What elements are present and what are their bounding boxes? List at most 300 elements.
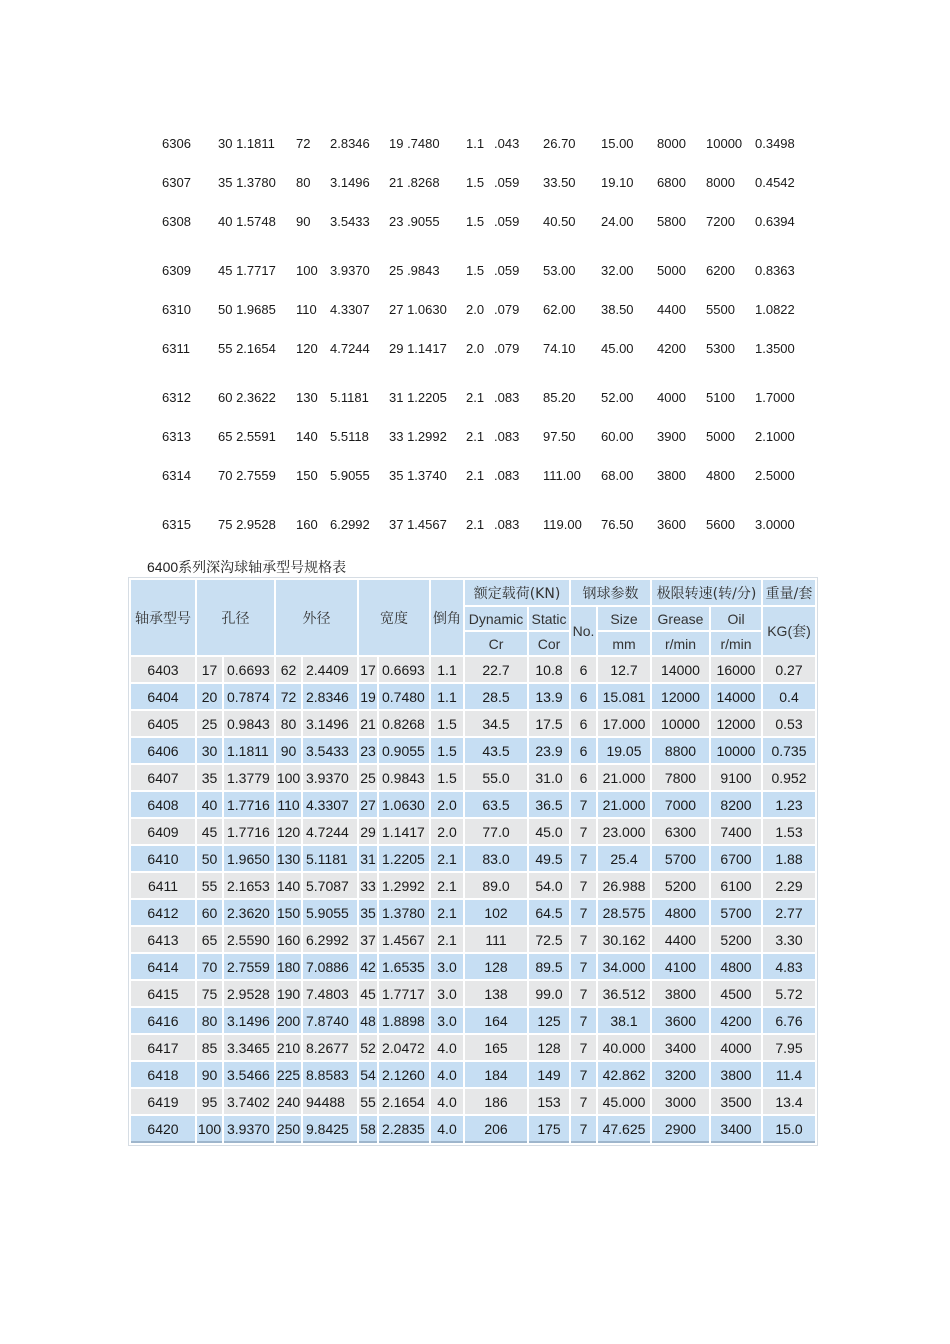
- spec-value: 2.1: [466, 390, 485, 405]
- spec-value: 5000: [657, 263, 686, 278]
- spec-value: 55 2.1654: [218, 341, 276, 356]
- table-cell: 37: [359, 927, 377, 952]
- table-cell: 54.0: [529, 873, 569, 898]
- table-cell: 45: [359, 981, 377, 1006]
- table-cell: 2.1654: [379, 1089, 429, 1114]
- spec-value: 30 1.1811: [218, 136, 275, 151]
- table-cell: 1.5: [431, 711, 463, 736]
- spec-value: 29 1.1417: [389, 341, 447, 356]
- spec-value: 23 .9055: [389, 214, 440, 229]
- caption-title: 系列深沟球轴承型号规格表: [178, 561, 347, 576]
- bearing-model-cell: 6418: [131, 1062, 195, 1087]
- spec-value: 8000: [706, 175, 735, 190]
- spec-value: 150: [296, 468, 318, 483]
- table-cell: 0.4: [763, 684, 815, 709]
- table-cell: 20: [197, 684, 222, 709]
- spec-value: 100: [296, 263, 318, 278]
- bearing-model-cell: 6405: [131, 711, 195, 736]
- table-cell: 55: [197, 873, 222, 898]
- table-cell: 21.000: [598, 765, 650, 790]
- table-cell: 4.0: [431, 1116, 463, 1143]
- table-cell: 1.4567: [379, 927, 429, 952]
- table-cell: 34.000: [598, 954, 650, 979]
- table-cell: 25: [197, 711, 222, 736]
- table-cell: 6: [571, 711, 596, 736]
- table-cell: 58: [359, 1116, 377, 1143]
- table-cell: 1.5: [431, 765, 463, 790]
- table-cell: 94488: [303, 1089, 357, 1114]
- table-cell: 6.2992: [303, 927, 357, 952]
- table-cell: 111: [465, 927, 527, 952]
- table-cell: 2.1: [431, 900, 463, 925]
- table-cell: 3000: [652, 1089, 709, 1114]
- spec-value: 4400: [657, 302, 686, 317]
- table-cell: 2.0: [431, 792, 463, 817]
- spec-value: 33.50: [543, 175, 576, 190]
- spec-value: 45 1.7717: [218, 263, 276, 278]
- table-cell: 14000: [711, 684, 761, 709]
- spec-value: 3.0000: [755, 517, 795, 532]
- header-kg: KG(套): [763, 607, 815, 655]
- table-cell: 1.3779: [224, 765, 274, 790]
- bearing-model: 6312: [162, 390, 191, 405]
- table-cell: 17: [359, 657, 377, 682]
- spec-value: 7200: [706, 214, 735, 229]
- table-cell: 7: [571, 954, 596, 979]
- table-cell: 2.3620: [224, 900, 274, 925]
- spec-value: 5.9055: [330, 468, 370, 483]
- table-cell: 3.1496: [303, 711, 357, 736]
- spec-value: 60.00: [601, 429, 634, 444]
- table-cell: 7: [571, 981, 596, 1006]
- table-row: [131, 846, 815, 871]
- table-cell: 1.88: [763, 846, 815, 871]
- spec-value: 97.50: [543, 429, 576, 444]
- plain-row: [0, 429, 950, 449]
- table-cell: 2.1: [431, 927, 463, 952]
- table-cell: 110: [276, 792, 301, 817]
- table-cell: 1.2205: [379, 846, 429, 871]
- table-cell: 5.72: [763, 981, 815, 1006]
- spec-value: 2.1: [466, 429, 485, 444]
- table-cell: 0.7480: [379, 684, 429, 709]
- spec-value: 80: [296, 175, 311, 190]
- table-cell: 250: [276, 1116, 301, 1143]
- header-dynamic: Dynamic: [465, 607, 527, 630]
- table-cell: 1.8898: [379, 1008, 429, 1033]
- header-grease: Grease: [652, 607, 709, 630]
- table-cell: 31.0: [529, 765, 569, 790]
- table-cell: 2.1653: [224, 873, 274, 898]
- table-cell: 72: [276, 684, 301, 709]
- spec-value: 75 2.9528: [218, 517, 276, 532]
- table-row: [131, 711, 815, 736]
- table-cell: 0.735: [763, 738, 815, 763]
- table-cell: 0.6693: [224, 657, 274, 682]
- table-cell: 128: [529, 1035, 569, 1060]
- spec-value: 3800: [657, 468, 686, 483]
- table-row: [131, 1089, 815, 1114]
- table-cell: 7: [571, 1089, 596, 1114]
- table-cell: 40.000: [598, 1035, 650, 1060]
- table-cell: 1.9650: [224, 846, 274, 871]
- table-cell: 1.23: [763, 792, 815, 817]
- table-cell: 22.7: [465, 657, 527, 682]
- table-cell: 25.4: [598, 846, 650, 871]
- plain-row: [0, 136, 950, 156]
- spec-value: 5800: [657, 214, 686, 229]
- table-cell: 63.5: [465, 792, 527, 817]
- table-cell: 1.6535: [379, 954, 429, 979]
- spec-value: 70 2.7559: [218, 468, 276, 483]
- table-cell: 11.4: [763, 1062, 815, 1087]
- table-cell: 7: [571, 927, 596, 952]
- spec-value: .083: [494, 390, 520, 405]
- spec-value: 0.8363: [755, 263, 795, 278]
- header-bore: 孔径: [197, 580, 274, 655]
- table-cell: 2.7559: [224, 954, 274, 979]
- bearing-model: 6314: [162, 468, 191, 483]
- table-cell: 0.952: [763, 765, 815, 790]
- table-cell: 7800: [652, 765, 709, 790]
- spec-value: 1.1: [466, 136, 485, 151]
- table-cell: 225: [276, 1062, 301, 1087]
- table-row: [131, 873, 815, 898]
- table-cell: 2.0472: [379, 1035, 429, 1060]
- table-cell: 8800: [652, 738, 709, 763]
- table-cell: 3.0: [431, 981, 463, 1006]
- spec-value: 37 1.4567: [389, 517, 447, 532]
- table-cell: 54: [359, 1062, 377, 1087]
- table-cell: 8200: [711, 792, 761, 817]
- table-cell: 62: [276, 657, 301, 682]
- spec-value: 119.00: [543, 517, 582, 532]
- table-cell: 153: [529, 1089, 569, 1114]
- table-cell: 23.000: [598, 819, 650, 844]
- table-cell: 138: [465, 981, 527, 1006]
- table-cell: 45.0: [529, 819, 569, 844]
- spec-value: 1.0822: [755, 302, 795, 317]
- spec-value: 0.3498: [755, 136, 795, 151]
- spec-value: .043: [494, 136, 520, 151]
- header-model: 轴承型号: [131, 580, 195, 655]
- table-cell: 3.9370: [303, 765, 357, 790]
- table-cell: 1.53: [763, 819, 815, 844]
- table-cell: 28.575: [598, 900, 650, 925]
- table-cell: 70: [197, 954, 222, 979]
- table-cell: 1.7717: [379, 981, 429, 1006]
- spec-value: 4.3307: [330, 302, 370, 317]
- header-oil: Oil: [711, 607, 761, 630]
- table-cell: 1.2992: [379, 873, 429, 898]
- table-cell: 0.9055: [379, 738, 429, 763]
- table-cell: 165: [465, 1035, 527, 1060]
- spec-value: 2.5000: [755, 468, 795, 483]
- table-cell: 4100: [652, 954, 709, 979]
- table-row: [131, 981, 815, 1006]
- spec-value: 3.5433: [330, 214, 370, 229]
- table-cell: 99.0: [529, 981, 569, 1006]
- plain-row: [0, 341, 950, 361]
- table-cell: 21: [359, 711, 377, 736]
- header-cor: Cor: [529, 632, 569, 655]
- spec-value: 72: [296, 136, 311, 151]
- bearing-model-cell: 6417: [131, 1035, 195, 1060]
- table-cell: 80: [276, 711, 301, 736]
- table-cell: 14000: [652, 657, 709, 682]
- table-cell: 140: [276, 873, 301, 898]
- table-cell: 6: [571, 657, 596, 682]
- spec-value: 130: [296, 390, 318, 405]
- bearing-model: 6310: [162, 302, 191, 317]
- table-cell: 120: [276, 819, 301, 844]
- table-cell: 89.5: [529, 954, 569, 979]
- plain-row: [0, 175, 950, 195]
- table-cell: 3.5433: [303, 738, 357, 763]
- spec-value: 76.50: [601, 517, 634, 532]
- table-cell: 21.000: [598, 792, 650, 817]
- spec-value: .059: [494, 175, 520, 190]
- table-cell: 2.1260: [379, 1062, 429, 1087]
- spec-value: 2.1000: [755, 429, 795, 444]
- table-cell: 7: [571, 819, 596, 844]
- table-cell: 12.7: [598, 657, 650, 682]
- spec-value: 5300: [706, 341, 735, 356]
- table-cell: 65: [197, 927, 222, 952]
- spec-value: 35 1.3780: [218, 175, 276, 190]
- spec-value: 53.00: [543, 263, 576, 278]
- spec-value: .079: [494, 341, 520, 356]
- spec-value: 3.9370: [330, 263, 370, 278]
- spec-value: 38.50: [601, 302, 634, 317]
- table-cell: 3.9370: [224, 1116, 274, 1143]
- bearing-model-cell: 6407: [131, 765, 195, 790]
- table-cell: 2.1: [431, 873, 463, 898]
- table-cell: 38.1: [598, 1008, 650, 1033]
- caption-series-number: 6400: [147, 559, 179, 575]
- header-oil-rmin: r/min: [711, 632, 761, 655]
- table-cell: 48: [359, 1008, 377, 1033]
- table-cell: 4.0: [431, 1035, 463, 1060]
- table-cell: 13.9: [529, 684, 569, 709]
- plain-row: [0, 390, 950, 410]
- table-cell: 8.8583: [303, 1062, 357, 1087]
- spec-value: 4800: [706, 468, 735, 483]
- spec-value: 62.00: [543, 302, 576, 317]
- spec-value: 21 .8268: [389, 175, 440, 190]
- table-cell: 125: [529, 1008, 569, 1033]
- table-cell: 200: [276, 1008, 301, 1033]
- spec-value: 52.00: [601, 390, 634, 405]
- table-cell: 1.0630: [379, 792, 429, 817]
- bearing-model-cell: 6420: [131, 1116, 195, 1143]
- table-cell: 60: [197, 900, 222, 925]
- table-row: [131, 1035, 815, 1060]
- header-grease-rmin: r/min: [652, 632, 709, 655]
- spec-value: 45.00: [601, 341, 634, 356]
- table-cell: 4.3307: [303, 792, 357, 817]
- bearing-model: 6306: [162, 136, 191, 151]
- table-cell: 42.862: [598, 1062, 650, 1087]
- table-cell: 184: [465, 1062, 527, 1087]
- table-cell: 52: [359, 1035, 377, 1060]
- spec-value: 35 1.3740: [389, 468, 447, 483]
- table-cell: 0.27: [763, 657, 815, 682]
- table-body: [131, 657, 815, 1143]
- spec-value: 74.10: [543, 341, 576, 356]
- bearing-6400-spec-table: [129, 578, 817, 1145]
- spec-value: 15.00: [601, 136, 634, 151]
- table-row: [131, 927, 815, 952]
- table-cell: 90: [276, 738, 301, 763]
- table-cell: 28.5: [465, 684, 527, 709]
- table-row: [131, 819, 815, 844]
- table-cell: 160: [276, 927, 301, 952]
- table-cell: 2900: [652, 1116, 709, 1143]
- spec-value: 2.1: [466, 517, 485, 532]
- table-cell: 2.4409: [303, 657, 357, 682]
- plain-row: [0, 263, 950, 283]
- table-cell: 3.30: [763, 927, 815, 952]
- table-cell: 3.3465: [224, 1035, 274, 1060]
- bearing-model-cell: 6419: [131, 1089, 195, 1114]
- table-cell: 2.2835: [379, 1116, 429, 1143]
- table-cell: 180: [276, 954, 301, 979]
- table-cell: 36.5: [529, 792, 569, 817]
- table-cell: 130: [276, 846, 301, 871]
- table-row: [131, 657, 815, 682]
- plain-row: [0, 214, 950, 234]
- header-outer-diameter: 外径: [276, 580, 357, 655]
- bearing-model-cell: 6411: [131, 873, 195, 898]
- table-cell: 5.1181: [303, 846, 357, 871]
- table-cell: 12000: [711, 711, 761, 736]
- bearing-model-cell: 6408: [131, 792, 195, 817]
- table-cell: 7: [571, 873, 596, 898]
- table-cell: 3.0: [431, 954, 463, 979]
- plain-row: [0, 468, 950, 488]
- table-cell: 7.4803: [303, 981, 357, 1006]
- table-cell: 5.9055: [303, 900, 357, 925]
- spec-value: 90: [296, 214, 311, 229]
- table-row: [131, 900, 815, 925]
- table-cell: 7: [571, 846, 596, 871]
- spec-value: 1.5: [466, 263, 485, 278]
- table-row: [131, 765, 815, 790]
- spec-value: 0.6394: [755, 214, 795, 229]
- spec-value: 25 .9843: [389, 263, 440, 278]
- table-cell: 27: [359, 792, 377, 817]
- spec-value: 5000: [706, 429, 735, 444]
- table-cell: 35: [197, 765, 222, 790]
- table-cell: 100: [197, 1116, 222, 1143]
- header-ball-number: No.: [571, 607, 596, 655]
- plain-row: [0, 302, 950, 322]
- table-cell: 1.1417: [379, 819, 429, 844]
- table-cell: 7: [571, 1062, 596, 1087]
- spec-value: 3900: [657, 429, 686, 444]
- table-cell: 2.29: [763, 873, 815, 898]
- table-cell: 1.5: [431, 738, 463, 763]
- spec-value: 40.50: [543, 214, 576, 229]
- table-cell: 7: [571, 1035, 596, 1060]
- table-cell: 4400: [652, 927, 709, 952]
- spec-value: 4000: [657, 390, 686, 405]
- table-cell: 206: [465, 1116, 527, 1143]
- spec-value: 5600: [706, 517, 735, 532]
- table-cell: 3.7402: [224, 1089, 274, 1114]
- table-cell: 7: [571, 1008, 596, 1033]
- table-cell: 36.512: [598, 981, 650, 1006]
- spec-value: 4200: [657, 341, 686, 356]
- bearing-model-cell: 6412: [131, 900, 195, 925]
- table-row: [131, 1008, 815, 1033]
- bearing-model-cell: 6410: [131, 846, 195, 871]
- table-cell: 6: [571, 765, 596, 790]
- table-cell: 55: [359, 1089, 377, 1114]
- header-rated-load: 额定载荷(KN): [465, 580, 569, 605]
- table-cell: 3600: [652, 1008, 709, 1033]
- bearing-model: 6307: [162, 175, 191, 190]
- table-cell: 2.1: [431, 846, 463, 871]
- table-cell: 2.0: [431, 819, 463, 844]
- table-cell: 13.4: [763, 1089, 815, 1114]
- table-cell: 31: [359, 846, 377, 871]
- table-row: [131, 954, 815, 979]
- table-row: [131, 1116, 815, 1143]
- header-ball-size: Size: [598, 607, 650, 630]
- table-cell: 3.1496: [224, 1008, 274, 1033]
- table-cell: 6: [571, 738, 596, 763]
- table-cell: 23: [359, 738, 377, 763]
- table-cell: 210: [276, 1035, 301, 1060]
- table-cell: 19: [359, 684, 377, 709]
- spec-value: 19 .7480: [389, 136, 440, 151]
- table-cell: 4200: [711, 1008, 761, 1033]
- table-cell: 83.0: [465, 846, 527, 871]
- spec-value: 10000: [706, 136, 743, 151]
- spec-value: 140: [296, 429, 318, 444]
- table-cell: 17.000: [598, 711, 650, 736]
- spec-value: 2.8346: [330, 136, 370, 151]
- bearing-model: 6308: [162, 214, 191, 229]
- table-cell: 34.5: [465, 711, 527, 736]
- table-cell: 35: [359, 900, 377, 925]
- table-row: [131, 684, 815, 709]
- spec-value: .083: [494, 468, 520, 483]
- table-cell: 0.6693: [379, 657, 429, 682]
- spec-value: .079: [494, 302, 520, 317]
- table-cell: 3.5466: [224, 1062, 274, 1087]
- table-cell: 4.83: [763, 954, 815, 979]
- spec-value: 1.3500: [755, 341, 795, 356]
- bearing-model-cell: 6406: [131, 738, 195, 763]
- table-cell: 5200: [652, 873, 709, 898]
- table-cell: 5700: [711, 900, 761, 925]
- spec-value: 6200: [706, 263, 735, 278]
- table-cell: 47.625: [598, 1116, 650, 1143]
- spec-value: .059: [494, 263, 520, 278]
- spec-value: 120: [296, 341, 318, 356]
- table-cell: 7.8740: [303, 1008, 357, 1033]
- spec-value: 1.7000: [755, 390, 795, 405]
- table-cell: 7000: [652, 792, 709, 817]
- table-cell: 45: [197, 819, 222, 844]
- table-cell: 7.95: [763, 1035, 815, 1060]
- table-cell: 4500: [711, 981, 761, 1006]
- table-row: [131, 1062, 815, 1087]
- spec-value: 19.10: [601, 175, 634, 190]
